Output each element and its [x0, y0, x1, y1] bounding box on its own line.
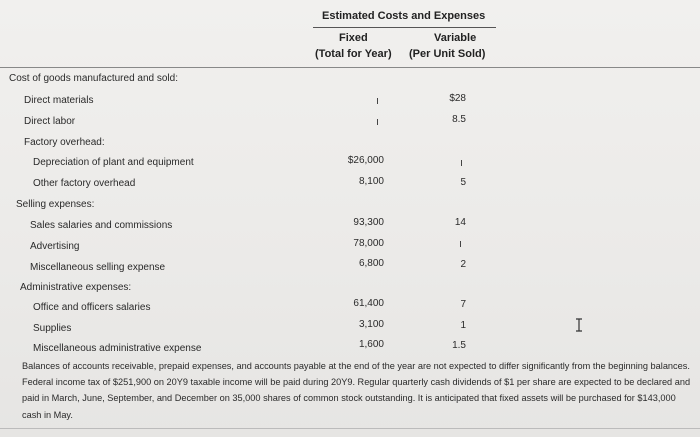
row-label-supplies: Supplies — [33, 323, 72, 334]
variable-value: 1.5 — [452, 340, 466, 351]
row-label-misc-administrative: Miscellaneous administrative expense — [33, 343, 202, 354]
variable-value: 7 — [460, 299, 466, 310]
variable-value: 5 — [460, 177, 466, 188]
row-label-advertising: Advertising — [30, 241, 80, 252]
row-label-direct-labor: Direct labor — [24, 116, 76, 127]
fixed-value: 93,300 — [353, 217, 384, 228]
row-label-factory-overhead: Factory overhead: — [24, 137, 105, 148]
fixed-value: $26,000 — [347, 155, 384, 166]
variable-column-header: Variable — [434, 32, 477, 44]
text-cursor-icon — [574, 318, 584, 332]
row-label-selling-expenses: Selling expenses: — [16, 199, 95, 210]
bottom-divider — [0, 428, 700, 429]
row-label-office-salaries: Office and officers salaries — [33, 302, 151, 313]
variable-value: 1 — [460, 320, 466, 331]
fixed-column-header: Fixed — [339, 32, 368, 44]
variable-value: $28 — [449, 93, 466, 104]
title-underline — [313, 27, 496, 28]
variable-column-subheader: (Per Unit Sold) — [409, 48, 486, 60]
row-label-direct-materials: Direct materials — [24, 95, 94, 106]
variable-value: 14 — [454, 217, 466, 228]
fixed-column-subheader: (Total for Year) — [315, 48, 392, 60]
variable-value: 8.5 — [452, 114, 466, 125]
row-label-cogs: Cost of goods manufactured and sold: — [9, 73, 178, 84]
row-label-other-factory-overhead: Other factory overhead — [33, 178, 136, 189]
page-curl-decoration — [0, 228, 12, 258]
fixed-value: 78,000 — [353, 238, 384, 249]
fixed-value: 8,100 — [358, 176, 384, 187]
header-underline — [0, 67, 700, 68]
fixed-value: 61,400 — [353, 298, 384, 309]
fixed-value: 6,800 — [358, 258, 384, 269]
assumptions-paragraph: Balances of accounts receivable, prepaid expenses, and accounts payable at the end of the year are not expected to differ significantly from the beginning balances. Federal income tax of $251,900 on 20Y9 taxable income will be paid during 20Y9. Regular quarterly cash dividends of $1 per share are expected to be declared and paid in March, June, September, and December on 35,000 shares of common stock outstanding. It is anticipated that fixed assets will be purchased for $143,000 cash in May. — [22, 361, 691, 420]
fixed-dash — [377, 98, 378, 104]
row-label-administrative-expenses: Administrative expenses: — [20, 282, 132, 293]
variable-dash — [461, 160, 462, 166]
fixed-value: 3,100 — [358, 319, 384, 330]
fixed-dash — [377, 119, 378, 125]
row-label-depreciation: Depreciation of plant and equipment — [33, 157, 194, 168]
fixed-value: 1,600 — [358, 339, 384, 350]
variable-dash — [460, 241, 461, 247]
row-label-misc-selling: Miscellaneous selling expense — [30, 262, 166, 273]
row-label-sales-salaries: Sales salaries and commissions — [30, 220, 173, 231]
table-title: Estimated Costs and Expenses — [322, 10, 486, 22]
variable-value: 2 — [460, 259, 466, 270]
